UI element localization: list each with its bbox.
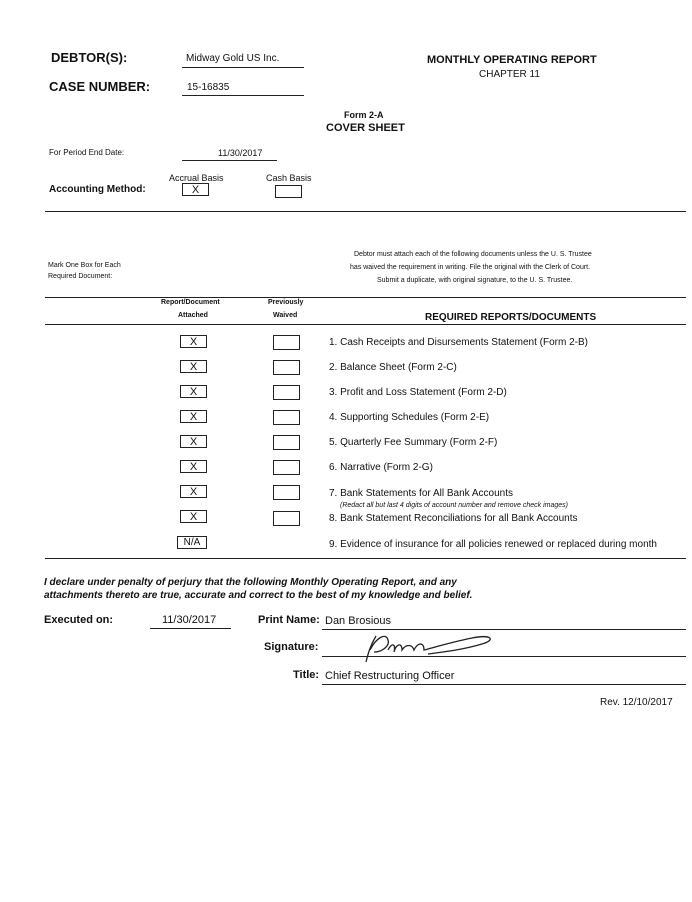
print-name-value: Dan Brosious	[325, 615, 392, 627]
revision-label: Rev. 12/10/2017	[600, 697, 673, 708]
case-number-label: CASE NUMBER:	[49, 79, 151, 94]
declaration-line2: attachments thereto are true, accurate and correct to the best of my knowledge and belief.	[44, 590, 473, 601]
row9-label: 9. Evidence of insurance for all policies renewed or replaced during month	[329, 539, 657, 550]
table-top-rule	[45, 297, 686, 298]
section-divider	[45, 211, 686, 212]
row1-waived-checkbox[interactable]	[273, 335, 300, 350]
signature-underline	[322, 656, 686, 657]
form-title: COVER SHEET	[326, 122, 405, 134]
period-end-underline	[182, 160, 277, 161]
print-name-label: Print Name:	[258, 614, 320, 626]
row6-waived-checkbox[interactable]	[273, 460, 300, 475]
col-attached-line1: Report/Document	[161, 299, 220, 306]
row8-waived-checkbox[interactable]	[273, 511, 300, 526]
col-waived-line1: Previously	[268, 299, 304, 306]
row7-label: 7. Bank Statements for All Bank Accounts	[329, 488, 513, 499]
period-end-label: For Period End Date:	[49, 148, 125, 157]
mark-instruction-line2: Required Document:	[48, 273, 113, 280]
mark-instruction-line1: Mark One Box for Each	[48, 262, 121, 269]
executed-on-value: 11/30/2017	[162, 614, 217, 626]
row4-attached-checkbox[interactable]: X	[180, 410, 207, 423]
row5-waived-checkbox[interactable]	[273, 435, 300, 450]
col-waived-line2: Waived	[273, 312, 298, 319]
accounting-method-label: Accounting Method:	[49, 184, 146, 195]
accrual-basis-label: Accrual Basis	[169, 173, 224, 183]
debtor-value: Midway Gold US Inc.	[186, 53, 280, 64]
row1-label: 1. Cash Receipts and Disursements Statement (Form 2-B)	[329, 337, 588, 348]
row4-waived-checkbox[interactable]	[273, 410, 300, 425]
cash-basis-checkbox[interactable]	[275, 185, 302, 198]
period-end-value: 11/30/2017	[218, 148, 263, 158]
case-number-value: 15-16835	[187, 82, 230, 93]
attach-instruction-line1: Debtor must attach each of the following documents unless the U. S. Trustee	[354, 251, 592, 258]
debtor-underline	[182, 67, 304, 68]
row8-attached-checkbox[interactable]: X	[180, 510, 207, 523]
row7-waived-checkbox[interactable]	[273, 485, 300, 500]
row9-attached-checkbox[interactable]: N/A	[177, 536, 207, 549]
row5-label: 5. Quarterly Fee Summary (Form 2-F)	[329, 437, 498, 448]
chapter-label: CHAPTER 11	[479, 69, 540, 80]
declaration-line1: I declare under penalty of perjury that the following Monthly Operating Report, and any	[44, 577, 457, 588]
title-label: Title:	[293, 669, 320, 681]
table-bottom-rule	[45, 558, 686, 559]
row7-note: (Redact all but last 4 digits of account number and remove check images)	[340, 502, 569, 509]
row4-label: 4. Supporting Schedules (Form 2-E)	[329, 412, 490, 423]
row1-attached-checkbox[interactable]: X	[180, 335, 207, 348]
attach-instruction-line2: has waived the requirement in writing. File the original with the Clerk of Court.	[350, 264, 591, 271]
accrual-basis-checkbox[interactable]: X	[182, 183, 209, 196]
report-title: MONTHLY OPERATING REPORT	[427, 54, 597, 66]
signature-label: Signature:	[264, 641, 319, 653]
executed-on-label: Executed on:	[44, 614, 114, 626]
title-value: Chief Restructuring Officer	[325, 670, 455, 682]
attach-instruction-line3: Submit a duplicate, with original signature, to the U. S. Trustee.	[377, 277, 573, 284]
row3-attached-checkbox[interactable]: X	[180, 385, 207, 398]
col-attached-line2: Attached	[178, 312, 208, 319]
executed-on-underline	[150, 628, 231, 629]
row7-attached-checkbox[interactable]: X	[180, 485, 207, 498]
case-number-underline	[182, 95, 304, 96]
title-underline	[322, 684, 686, 685]
row6-label: 6. Narrative (Form 2-G)	[329, 462, 433, 473]
row2-waived-checkbox[interactable]	[273, 360, 300, 375]
col-required-header: REQUIRED REPORTS/DOCUMENTS	[425, 312, 597, 323]
row8-label: 8. Bank Statement Reconciliations for all Bank Accounts	[329, 513, 578, 524]
row3-waived-checkbox[interactable]	[273, 385, 300, 400]
row2-attached-checkbox[interactable]: X	[180, 360, 207, 373]
signature-image	[362, 628, 502, 668]
debtor-label: DEBTOR(S):	[51, 50, 128, 65]
row3-label: 3. Profit and Loss Statement (Form 2-D)	[329, 387, 507, 398]
row2-label: 2. Balance Sheet (Form 2-C)	[329, 362, 457, 373]
cash-basis-label: Cash Basis	[266, 173, 312, 183]
row6-attached-checkbox[interactable]: X	[180, 460, 207, 473]
form-number: Form 2-A	[344, 110, 384, 120]
row5-attached-checkbox[interactable]: X	[180, 435, 207, 448]
table-header-rule	[45, 324, 686, 325]
